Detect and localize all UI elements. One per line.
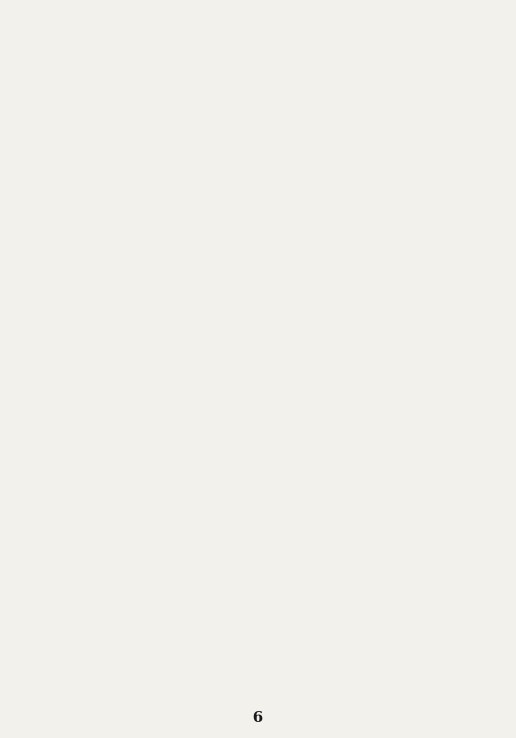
text-column	[167, 24, 184, 686]
text-column	[76, 24, 93, 686]
text-column	[439, 24, 456, 686]
text-column	[276, 24, 293, 686]
text-column	[330, 24, 347, 686]
text-column	[239, 24, 256, 686]
text-column	[348, 24, 365, 686]
text-column	[402, 24, 419, 686]
text-column	[420, 24, 437, 686]
text-column	[58, 24, 75, 686]
text-column	[185, 24, 202, 686]
text-column	[221, 24, 238, 686]
text-column	[294, 24, 311, 686]
text-column	[475, 24, 492, 686]
text-column	[40, 24, 57, 686]
text-column	[149, 24, 166, 686]
body-text	[22, 24, 492, 686]
text-column	[257, 24, 274, 686]
page-number: 6	[252, 708, 264, 726]
text-column	[312, 24, 329, 686]
text-column	[366, 24, 383, 686]
text-column	[131, 24, 148, 686]
text-column	[457, 24, 474, 686]
paragraph-start-column	[94, 24, 111, 686]
paragraph-start-column	[384, 24, 401, 686]
text-column	[113, 24, 130, 686]
text-column	[22, 24, 39, 686]
text-column	[203, 24, 220, 686]
